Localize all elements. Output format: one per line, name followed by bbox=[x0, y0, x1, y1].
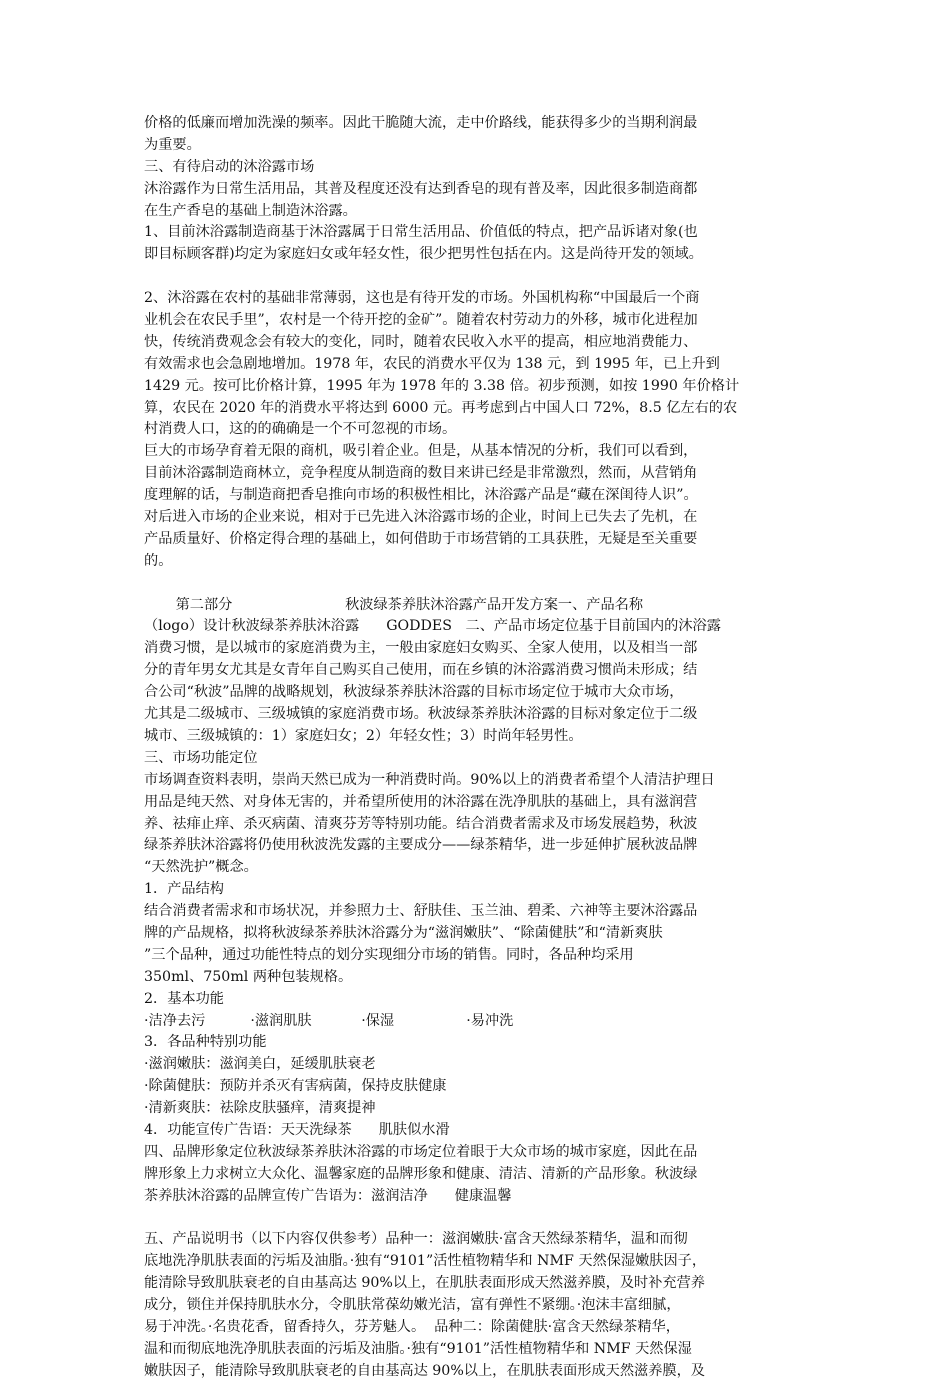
text-line: 市场调查资料表明，崇尚天然已成为一种消费时尚。90%以上的消费者希望个人清洁护理日 bbox=[144, 771, 715, 788]
text-line: 价格的低廉而增加洗澡的频率。因此干脆随大流，走中价路线，能获得多少的当期利润最 bbox=[144, 115, 698, 131]
text-line: 村消费人口，这的的确确是一个不可忽视的市场。 bbox=[144, 421, 457, 438]
text-line: 四、品牌形象定位秋波绿茶养肤沐浴露的市场定位着眼于大众市场的城市家庭，因此在品 bbox=[144, 1143, 698, 1160]
text-line: 快，传统消费观念会有较大的变化，同时，随着农民收入水平的提高，相应地消费能力、 bbox=[144, 333, 698, 350]
text-line: 成分，锁住并保持肌肤水分，令肌肤常葆幼嫩光洁，富有弹性不紧绷。·泡沫丰富细腻， bbox=[144, 1297, 681, 1314]
text-line: 1、目前沐浴露制造商基于沐浴露属于日常生活用品、价值低的特点，把产品诉诸对象(也 bbox=[144, 224, 698, 241]
text-line: 的。 bbox=[144, 552, 173, 569]
text-line: 为重要。 bbox=[144, 136, 201, 153]
text-line: 分的青年男女尤其是女青年自己购买自己使用，而在乡镇的沐浴露消费习惯尚未形成；结 bbox=[144, 662, 698, 679]
text-line: 有效需求也会急剧地增加。1978 年，农民的消费水平仅为 138 元，到 1995 年，已上升到 bbox=[144, 355, 720, 372]
text-line: 业机会在农民手里”，农村是一个待开挖的金矿”。随着农村劳动力的外移，城市化进程加 bbox=[144, 312, 698, 329]
text-line: 4．功能宣传广告语：天天洗绿茶 肌肤似水滑 bbox=[144, 1121, 450, 1138]
text-line: ·除菌健肤：预防并杀灭有害病菌，保持皮肤健康 bbox=[144, 1078, 447, 1095]
text-line: （logo）设计秋波绿茶养肤沐浴露 GODDES 二、产品市场定位基于目前国内的沐浴露 bbox=[144, 618, 721, 635]
text-line: 度理解的话，与制造商把香皂推向市场的积极性相比，沐浴露产品是“藏在深闺待人识”。 bbox=[144, 487, 698, 504]
text-line: 温和而彻底地洗净肌肤表面的污垢及油脂。·独有“9101”活性植物精华和 NMF 天然保湿 bbox=[144, 1340, 692, 1357]
text-line: ”三个品种，通过功能性特点的划分实现细分市场的销售。同时，各品种均采用 bbox=[144, 946, 634, 963]
text-line: 易于冲洗。·名贵花香，留香持久，芬芳魅人。 品种二：除菌健肤·富含天然绿茶精华， bbox=[144, 1318, 680, 1335]
text-line: 目前沐浴露制造商林立，竞争程度从制造商的数目来讲已经是非常激烈，然而，从营销角 bbox=[144, 465, 698, 482]
text-line: 1．产品结构 bbox=[144, 881, 224, 898]
text-line: 五、产品说明书（以下内容仅供参考）品种一：滋润嫩肤·富含天然绿茶精华，温和而彻 bbox=[144, 1231, 688, 1248]
text-line: 结合消费者需求和市场状况，并参照力士、舒肤佳、玉兰油、碧柔、六神等主要沐浴露品 bbox=[144, 903, 698, 920]
text-line: 尤其是二级城市、三级城镇的家庭消费市场。秋波绿茶养肤沐浴露的目标对象定位于二级 bbox=[144, 706, 698, 723]
text-line: 牌形象上力求树立大众化、温馨家庭的品牌形象和健康、清洁、清新的产品形象。秋波绿 bbox=[144, 1165, 698, 1182]
text-line: 产品质量好、价格定得合理的基础上，如何借助于市场营销的工具获胜，无疑是至关重要 bbox=[144, 530, 698, 547]
text-line: 即目标顾客群)均定为家庭妇女或年轻女性，很少把男性包括在内。这是尚待开发的领域。 bbox=[144, 246, 703, 263]
text-line: ·洁净去污 ·滋润肌肤 ·保湿 ·易冲洗 bbox=[144, 1012, 514, 1029]
text-line: 1429 元。按可比价格计算，1995 年为 1978 年的 3.38 倍。初步预测，如按 1990 年价格计 bbox=[144, 377, 740, 394]
text-line: 2．基本功能 bbox=[144, 990, 224, 1007]
text-line: 在生产香皂的基础上制造沐浴露。 bbox=[144, 202, 357, 219]
text-line: 嫩肤因子，能清除导致肌肤衰老的自由基高达 90%以上，在肌肤表面形成天然滋养膜，及 bbox=[144, 1362, 705, 1379]
text-line: 绿茶养肤沐浴露将仍使用秋波洗发露的主要成分——绿茶精华，进一步延伸扩展秋波品牌 bbox=[144, 837, 698, 854]
text-line: 沐浴露作为日常生活用品，其普及程度还没有达到香皂的现有普及率，因此很多制造商都 bbox=[144, 180, 698, 197]
text-line: 巨大的市场孕育着无限的商机，吸引着企业。但是，从基本情况的分析，我们可以看到， bbox=[144, 443, 698, 460]
text-line: 对后进入市场的企业来说，相对于已先进入沐浴露市场的企业，时间上已失去了先机，在 bbox=[144, 509, 698, 526]
text-line: 牌的产品规格，拟将秋波绿茶养肤沐浴露分为“滋润嫩肤”、“除菌健肤”和“清新爽肤 bbox=[144, 924, 663, 941]
text-line: 三、有待启动的沐浴露市场 bbox=[144, 158, 315, 175]
text-line: 茶养肤沐浴露的品牌宣传广告语为：滋润洁净 健康温馨 bbox=[144, 1187, 512, 1204]
text-line: 养、祛痱止痒、杀灭病菌、清爽芬芳等特别功能。结合消费者需求及市场发展趋势，秋波 bbox=[144, 815, 698, 832]
text-line: ·滋润嫩肤：滋润美白，延缓肌肤衰老 bbox=[144, 1056, 376, 1073]
text-line: 算，农民在 2020 年的消费水平将达到 6000 元。再考虑到占中国人口 72%，8.5 亿左右的农 bbox=[144, 399, 738, 416]
blank-line bbox=[144, 573, 816, 595]
text-line: “天然洗护”概念。 bbox=[144, 859, 258, 876]
blank-line bbox=[144, 1208, 816, 1230]
document-body bbox=[144, 113, 816, 1383]
text-line: 用品是纯天然、对身体无害的，并希望所使用的沐浴露在洗净肌肤的基础上，具有滋润营 bbox=[144, 793, 698, 810]
text-line: ·清新爽肤：祛除皮肤骚痒，清爽提神 bbox=[144, 1100, 376, 1117]
text-line: 第二部分 秋波绿茶养肤沐浴露产品开发方案一、产品名称 bbox=[144, 596, 644, 613]
text-line: 城市、三级城镇的：1）家庭妇女；2）年轻女性；3）时尚年轻男性。 bbox=[144, 727, 583, 744]
text-line: 合公司“秋波”品牌的战略规划，秋波绿茶养肤沐浴露的目标市场定位于城市大众市场， bbox=[144, 684, 684, 701]
text-line: 底地洗净肌肤表面的污垢及油脂。·独有“9101”活性植物精华和 NMF 天然保湿嫩肤因子， bbox=[144, 1253, 707, 1270]
text-line: 三、市场功能定位 bbox=[144, 749, 258, 766]
blank-line bbox=[144, 266, 816, 288]
text-line: 350ml、750ml 两种包装规格。 bbox=[144, 968, 353, 985]
text-line: 3．各品种特别功能 bbox=[144, 1034, 267, 1051]
text-line: 2、沐浴露在农村的基础非常薄弱，这也是有待开发的市场。外国机构称“中国最后一个商 bbox=[144, 290, 700, 307]
text-line: 消费习惯，是以城市的家庭消费为主，一般由家庭妇女购买、全家人使用，以及相当一部 bbox=[144, 640, 698, 657]
text-line: 能清除导致肌肤衰老的自由基高达 90%以上，在肌肤表面形成天然滋养膜，及时补充营养 bbox=[144, 1275, 705, 1292]
